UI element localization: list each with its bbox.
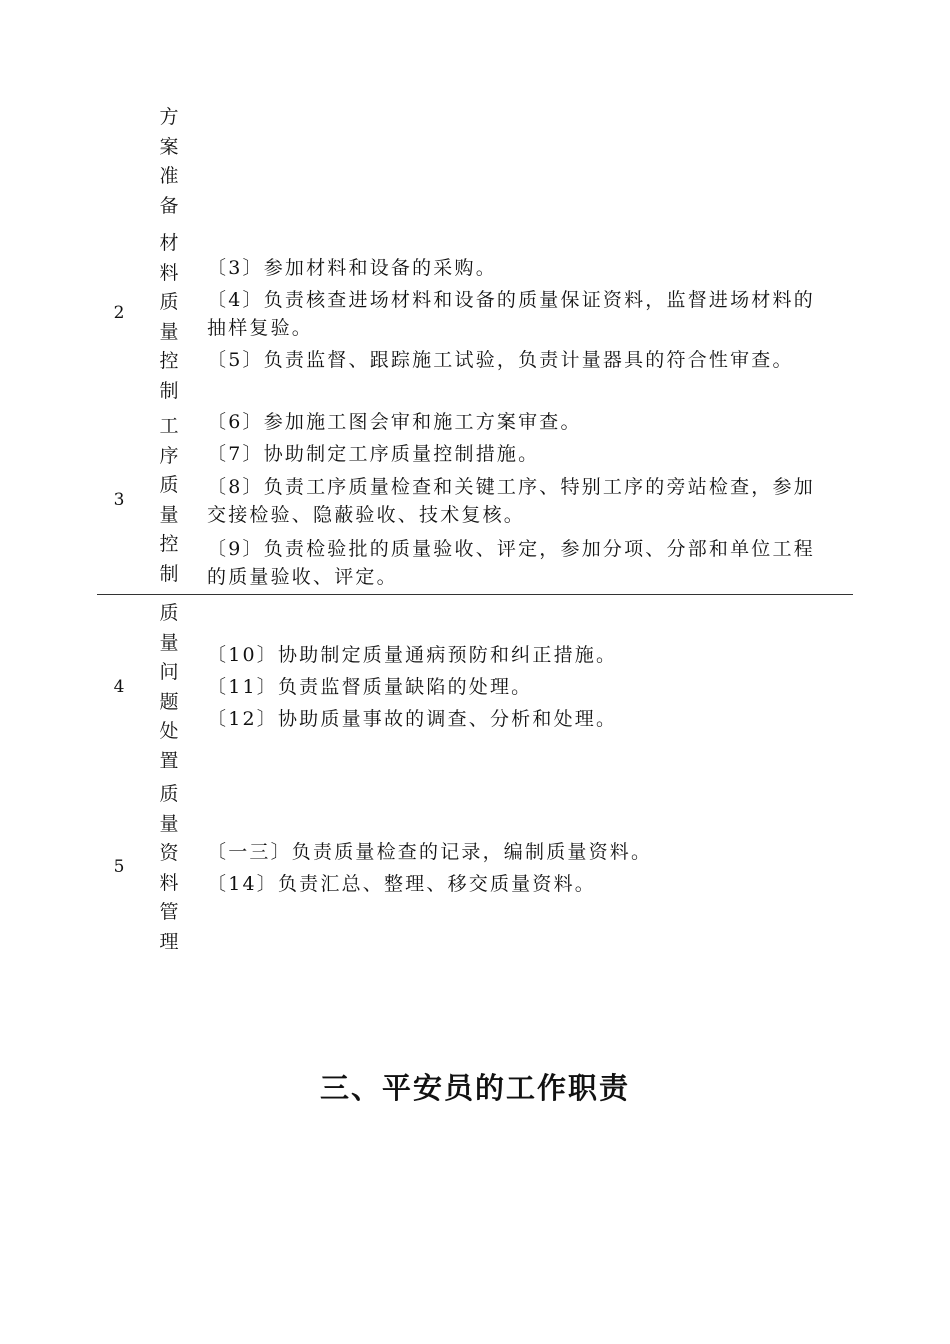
duty-item: [207, 870, 849, 898]
category-glyph: 处: [159, 720, 179, 742]
duty-line: 〔8〕负责工序质量检查和关键工序、特别工序的旁站检查，参加: [207, 476, 815, 498]
duty-line: 〔3〕参加材料和设备的采购。: [207, 257, 497, 279]
duty-line: 〔7〕协助制定工序质量控制措施。: [207, 443, 540, 465]
duty-line: 〔一三〕负责质量检查的记录，编制质量资料。: [207, 841, 653, 863]
duty-item: [207, 641, 849, 669]
duty-item: [207, 673, 849, 701]
section-heading: 三、平安员的工作职责: [319, 1071, 630, 1105]
category-cell: [156, 780, 182, 957]
category-glyph: 料: [159, 261, 179, 284]
category-glyph: 准: [159, 165, 179, 187]
category-char: [156, 780, 182, 957]
row-number: 5: [113, 857, 125, 877]
duty-item: [207, 254, 849, 282]
category-glyph: 方: [159, 106, 179, 128]
category-cell: [156, 599, 182, 776]
duty-item: [207, 473, 849, 529]
duty-line: 〔9〕负责检验批的质量验收、评定，参加分项、分部和单位工程: [207, 538, 815, 560]
duty-item: [207, 286, 849, 342]
duty-line: 〔6〕参加施工图会审和施工方案审查。: [207, 411, 582, 433]
category-glyph: 理: [159, 930, 179, 953]
category-glyph: 工: [159, 415, 179, 437]
row-number: 3: [113, 490, 125, 510]
category-glyph: 量: [159, 812, 179, 835]
category-char: [156, 103, 182, 221]
category-glyph: 质: [159, 291, 179, 313]
duty-item: [207, 535, 849, 591]
category-char: [156, 599, 182, 776]
category-glyph: 料: [159, 871, 179, 894]
duty-item: [207, 838, 849, 866]
category-char: [156, 229, 182, 406]
duty-item: [207, 440, 849, 468]
duty-item: [207, 408, 849, 436]
category-glyph: 质: [159, 474, 179, 496]
category-glyph: 量: [159, 503, 179, 526]
category-glyph: 资: [159, 842, 179, 864]
duty-line: 的质量验收、评定。: [207, 566, 398, 588]
duty-line: 〔14〕负责汇总、整理、移交质量资料。: [207, 873, 596, 895]
category-glyph: 材: [159, 232, 179, 254]
category-glyph: 量: [159, 631, 179, 654]
category-glyph: 置: [159, 749, 179, 772]
category-glyph: 制: [159, 562, 179, 585]
category-glyph: 问: [159, 661, 179, 683]
category-glyph: 质: [159, 783, 179, 805]
category-cell: [156, 229, 182, 406]
duty-line: 〔4〕负责核查进场材料和设备的质量保证资料，监督进场材料的: [207, 289, 815, 311]
duty-line: 交接检验、隐蔽验收、技术复核。: [207, 504, 526, 526]
duty-line: 〔10〕协助制定质量通病预防和纠正措施。: [207, 644, 618, 666]
duty-line: 〔5〕负责监督、跟踪施工试验，负责计量器具的符合性审查。: [207, 349, 794, 371]
duty-line: 〔11〕负责监督质量缺陷的处理。: [207, 676, 533, 698]
category-glyph: 质: [159, 602, 179, 624]
category-glyph: 控: [159, 533, 179, 555]
category-glyph: 制: [159, 379, 179, 402]
category-glyph: 量: [159, 320, 179, 343]
category-glyph: 控: [159, 350, 179, 372]
row-number: 4: [113, 677, 125, 697]
duty-line: 抽样复验。: [207, 317, 314, 339]
duty-item: [207, 705, 849, 733]
category-glyph: 备: [159, 194, 179, 217]
category-glyph: 案: [159, 135, 179, 158]
category-char: [156, 412, 182, 589]
category-glyph: 管: [159, 901, 179, 923]
category-glyph: 序: [159, 444, 179, 467]
category-glyph: 题: [159, 690, 179, 713]
category-cell: [156, 103, 182, 221]
duty-line: 〔12〕协助质量事故的调查、分析和处理。: [207, 708, 618, 730]
table-rule: [97, 594, 853, 595]
duty-item: [207, 346, 849, 374]
row-number: 2: [113, 303, 125, 323]
category-cell: [156, 412, 182, 589]
